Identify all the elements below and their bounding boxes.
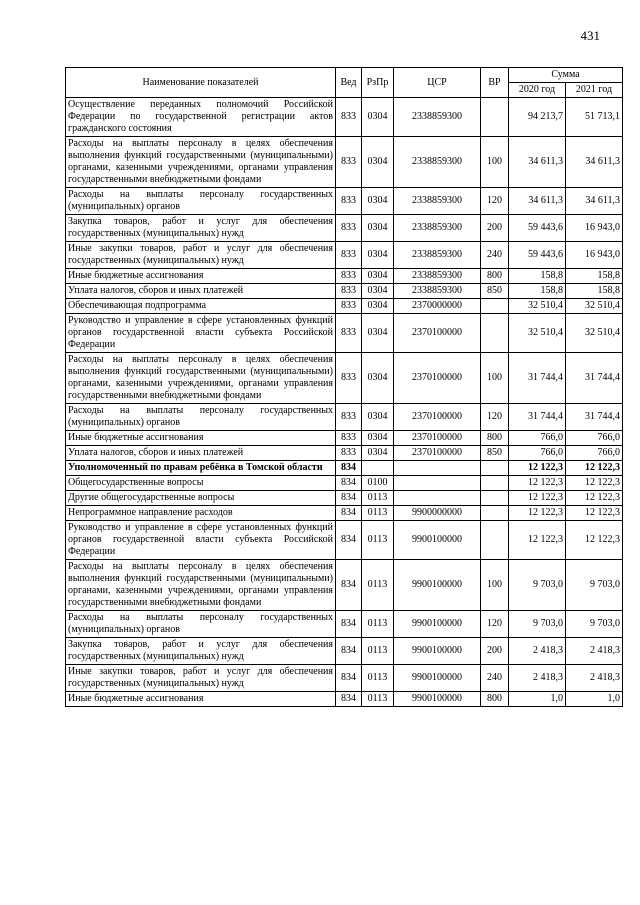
cell-vr: 100: [481, 560, 509, 611]
cell-rzpr: 0113: [362, 521, 394, 560]
cell-sum-2020: 766,0: [509, 446, 566, 461]
cell-csr: 9900100000: [394, 560, 481, 611]
cell-vr: 240: [481, 665, 509, 692]
cell-csr: 2338859300: [394, 188, 481, 215]
cell-vr: 200: [481, 638, 509, 665]
cell-vr: [481, 299, 509, 314]
table-row: [66, 491, 623, 506]
cell-sum-2021: 12 122,3: [566, 491, 623, 506]
cell-rzpr: 0304: [362, 299, 394, 314]
table-row: [66, 692, 623, 707]
cell-csr: 2338859300: [394, 269, 481, 284]
cell-sum-2021: 766,0: [566, 431, 623, 446]
cell-name: Уполномоченный по правам ребёнка в Томской области: [66, 461, 336, 476]
cell-sum-2021: 31 744,4: [566, 353, 623, 404]
page-number: 431: [580, 28, 600, 43]
cell-sum-2021: 34 611,3: [566, 137, 623, 188]
cell-name: Расходы на выплаты персоналу государственных (муниципальных) органов: [66, 188, 336, 215]
cell-name: Расходы на выплаты персоналу в целях обеспечения выполнения функций государственными (муниципальными) органами, казенными учреждениями, органами управления государственными внебюджетными фондами: [66, 560, 336, 611]
cell-sum-2020: 34 611,3: [509, 188, 566, 215]
cell-name: Непрограммное направление расходов: [66, 506, 336, 521]
cell-vr: 850: [481, 446, 509, 461]
cell-rzpr: 0113: [362, 692, 394, 707]
cell-vr: 120: [481, 404, 509, 431]
cell-vr: 120: [481, 188, 509, 215]
cell-vr: [481, 521, 509, 560]
cell-name: Осуществление переданных полномочий Российской Федерации по государственной регистрации актов гражданского состояния: [66, 98, 336, 137]
cell-vr: [481, 476, 509, 491]
cell-rzpr: 0113: [362, 506, 394, 521]
table-row: [66, 299, 623, 314]
cell-csr: 2370100000: [394, 431, 481, 446]
cell-csr: 9900100000: [394, 611, 481, 638]
cell-rzpr: 0304: [362, 314, 394, 353]
cell-name: Другие общегосударственные вопросы: [66, 491, 336, 506]
cell-name: Иные закупки товаров, работ и услуг для обеспечения государственных (муниципальных) нужд: [66, 665, 336, 692]
cell-sum-2020: 1,0: [509, 692, 566, 707]
budget-table: [65, 67, 623, 707]
cell-name: Общегосударственные вопросы: [66, 476, 336, 491]
cell-sum-2020: 32 510,4: [509, 299, 566, 314]
cell-ved: 833: [336, 431, 362, 446]
cell-name: Иные бюджетные ассигнования: [66, 431, 336, 446]
cell-csr: 9900000000: [394, 506, 481, 521]
table-row: [66, 560, 623, 611]
cell-rzpr: 0304: [362, 404, 394, 431]
cell-rzpr: 0304: [362, 188, 394, 215]
cell-ved: 834: [336, 692, 362, 707]
cell-sum-2020: 59 443,6: [509, 242, 566, 269]
table-row: [66, 284, 623, 299]
cell-sum-2020: 12 122,3: [509, 461, 566, 476]
cell-name: Закупка товаров, работ и услуг для обеспечения государственных (муниципальных) нужд: [66, 215, 336, 242]
cell-sum-2021: 12 122,3: [566, 476, 623, 491]
cell-ved: 834: [336, 476, 362, 491]
cell-sum-2021: 32 510,4: [566, 314, 623, 353]
table-row: [66, 215, 623, 242]
cell-rzpr: 0304: [362, 215, 394, 242]
cell-sum-2021: 2 418,3: [566, 638, 623, 665]
cell-vr: 800: [481, 692, 509, 707]
cell-rzpr: [362, 461, 394, 476]
cell-csr: 2370100000: [394, 353, 481, 404]
cell-name: Иные бюджетные ассигнования: [66, 269, 336, 284]
table-row: [66, 446, 623, 461]
cell-sum-2021: 9 703,0: [566, 611, 623, 638]
table-row: [66, 506, 623, 521]
cell-sum-2020: 12 122,3: [509, 476, 566, 491]
cell-csr: 2370100000: [394, 404, 481, 431]
cell-name: Расходы на выплаты персоналу в целях обеспечения выполнения функций государственными (муниципальными) органами, казенными учреждениями, органами управления государственными внебюджетными фондами: [66, 137, 336, 188]
table-row: [66, 98, 623, 137]
cell-ved: 833: [336, 215, 362, 242]
table-row: [66, 188, 623, 215]
table-row: [66, 137, 623, 188]
cell-sum-2021: 2 418,3: [566, 665, 623, 692]
cell-ved: 833: [336, 299, 362, 314]
cell-sum-2020: 34 611,3: [509, 137, 566, 188]
cell-ved: 833: [336, 314, 362, 353]
cell-csr: 9900100000: [394, 521, 481, 560]
cell-rzpr: 0304: [362, 242, 394, 269]
cell-ved: 833: [336, 98, 362, 137]
table-row: [66, 665, 623, 692]
cell-name: Руководство и управление в сфере установленных функций органов государственной власти субъекта Российской Федерации: [66, 521, 336, 560]
cell-name: Обеспечивающая подпрограмма: [66, 299, 336, 314]
cell-ved: 834: [336, 611, 362, 638]
cell-vr: [481, 506, 509, 521]
table-row: [66, 269, 623, 284]
cell-ved: 833: [336, 404, 362, 431]
cell-sum-2020: 32 510,4: [509, 314, 566, 353]
cell-name: Иные бюджетные ассигнования: [66, 692, 336, 707]
header-csr: ЦСР: [394, 68, 481, 98]
cell-sum-2021: 766,0: [566, 446, 623, 461]
cell-rzpr: 0100: [362, 476, 394, 491]
cell-ved: 833: [336, 137, 362, 188]
cell-sum-2021: 34 611,3: [566, 188, 623, 215]
cell-csr: 9900100000: [394, 665, 481, 692]
cell-csr: [394, 461, 481, 476]
cell-ved: 833: [336, 446, 362, 461]
cell-rzpr: 0113: [362, 665, 394, 692]
table-row: [66, 314, 623, 353]
cell-rzpr: 0113: [362, 491, 394, 506]
header-ved: Вед: [336, 68, 362, 98]
cell-sum-2020: 158,8: [509, 269, 566, 284]
table-row: [66, 611, 623, 638]
cell-rzpr: 0304: [362, 431, 394, 446]
cell-sum-2021: 12 122,3: [566, 506, 623, 521]
cell-vr: 850: [481, 284, 509, 299]
cell-csr: 2338859300: [394, 242, 481, 269]
cell-sum-2021: 1,0: [566, 692, 623, 707]
cell-sum-2021: 51 713,1: [566, 98, 623, 137]
cell-rzpr: 0304: [362, 446, 394, 461]
cell-name: Расходы на выплаты персоналу в целях обеспечения выполнения функций государственными (муниципальными) органами, казенными учреждениями, органами управления государственными внебюджетными фондами: [66, 353, 336, 404]
cell-sum-2020: 31 744,4: [509, 404, 566, 431]
cell-vr: 100: [481, 353, 509, 404]
cell-csr: [394, 476, 481, 491]
cell-ved: 834: [336, 491, 362, 506]
cell-rzpr: 0304: [362, 269, 394, 284]
header-2020: 2020 год: [509, 83, 566, 98]
header-rzpr: РзПр: [362, 68, 394, 98]
cell-ved: 833: [336, 188, 362, 215]
cell-sum-2021: 16 943,0: [566, 242, 623, 269]
cell-csr: 9900100000: [394, 692, 481, 707]
cell-sum-2021: 16 943,0: [566, 215, 623, 242]
header-name: Наименование показателей: [66, 68, 336, 98]
cell-csr: 2338859300: [394, 215, 481, 242]
cell-ved: 834: [336, 560, 362, 611]
cell-sum-2020: 31 744,4: [509, 353, 566, 404]
cell-sum-2020: 94 213,7: [509, 98, 566, 137]
cell-ved: 833: [336, 242, 362, 269]
cell-sum-2020: 12 122,3: [509, 506, 566, 521]
cell-sum-2021: 12 122,3: [566, 521, 623, 560]
cell-csr: 2370100000: [394, 446, 481, 461]
cell-ved: 834: [336, 665, 362, 692]
cell-ved: 833: [336, 269, 362, 284]
cell-ved: 834: [336, 638, 362, 665]
cell-vr: 240: [481, 242, 509, 269]
header-sum: Сумма: [509, 68, 623, 83]
cell-vr: [481, 461, 509, 476]
cell-csr: 2370000000: [394, 299, 481, 314]
cell-rzpr: 0113: [362, 611, 394, 638]
cell-vr: [481, 491, 509, 506]
table-row: [66, 353, 623, 404]
cell-name: Уплата налогов, сборов и иных платежей: [66, 446, 336, 461]
cell-rzpr: 0304: [362, 284, 394, 299]
cell-sum-2021: 158,8: [566, 269, 623, 284]
cell-csr: 2338859300: [394, 284, 481, 299]
cell-sum-2020: 2 418,3: [509, 638, 566, 665]
cell-sum-2021: 31 744,4: [566, 404, 623, 431]
cell-ved: 834: [336, 521, 362, 560]
cell-vr: 100: [481, 137, 509, 188]
cell-sum-2020: 9 703,0: [509, 611, 566, 638]
cell-rzpr: 0304: [362, 353, 394, 404]
cell-sum-2020: 12 122,3: [509, 521, 566, 560]
cell-rzpr: 0113: [362, 560, 394, 611]
cell-name: Закупка товаров, работ и услуг для обеспечения государственных (муниципальных) нужд: [66, 638, 336, 665]
cell-csr: [394, 491, 481, 506]
cell-name: Расходы на выплаты персоналу государственных (муниципальных) органов: [66, 611, 336, 638]
cell-vr: 800: [481, 431, 509, 446]
cell-sum-2021: 12 122,3: [566, 461, 623, 476]
cell-sum-2021: 9 703,0: [566, 560, 623, 611]
cell-sum-2021: 158,8: [566, 284, 623, 299]
cell-csr: 9900100000: [394, 638, 481, 665]
cell-name: Уплата налогов, сборов и иных платежей: [66, 284, 336, 299]
table-row: [66, 521, 623, 560]
cell-csr: 2338859300: [394, 137, 481, 188]
cell-rzpr: 0113: [362, 638, 394, 665]
table-row: [66, 431, 623, 446]
cell-name: Иные закупки товаров, работ и услуг для обеспечения государственных (муниципальных) нужд: [66, 242, 336, 269]
header-2021: 2021 год: [566, 83, 623, 98]
cell-sum-2020: 12 122,3: [509, 491, 566, 506]
cell-vr: 120: [481, 611, 509, 638]
cell-name: Расходы на выплаты персоналу государственных (муниципальных) органов: [66, 404, 336, 431]
table-row: [66, 638, 623, 665]
cell-vr: 800: [481, 269, 509, 284]
cell-ved: 834: [336, 461, 362, 476]
cell-vr: [481, 98, 509, 137]
cell-rzpr: 0304: [362, 98, 394, 137]
cell-ved: 833: [336, 284, 362, 299]
cell-sum-2020: 158,8: [509, 284, 566, 299]
cell-csr: 2370100000: [394, 314, 481, 353]
cell-sum-2021: 32 510,4: [566, 299, 623, 314]
cell-sum-2020: 59 443,6: [509, 215, 566, 242]
cell-csr: 2338859300: [394, 98, 481, 137]
cell-sum-2020: 2 418,3: [509, 665, 566, 692]
header-vr: ВР: [481, 68, 509, 98]
cell-ved: 834: [336, 506, 362, 521]
cell-sum-2020: 9 703,0: [509, 560, 566, 611]
cell-ved: 833: [336, 353, 362, 404]
cell-sum-2020: 766,0: [509, 431, 566, 446]
cell-vr: [481, 314, 509, 353]
cell-name: Руководство и управление в сфере установленных функций органов государственной власти субъекта Российской Федерации: [66, 314, 336, 353]
table-row: [66, 476, 623, 491]
table-row: [66, 242, 623, 269]
table-body: [66, 98, 623, 707]
cell-vr: 200: [481, 215, 509, 242]
table-row: [66, 404, 623, 431]
cell-rzpr: 0304: [362, 137, 394, 188]
table-row: [66, 461, 623, 476]
